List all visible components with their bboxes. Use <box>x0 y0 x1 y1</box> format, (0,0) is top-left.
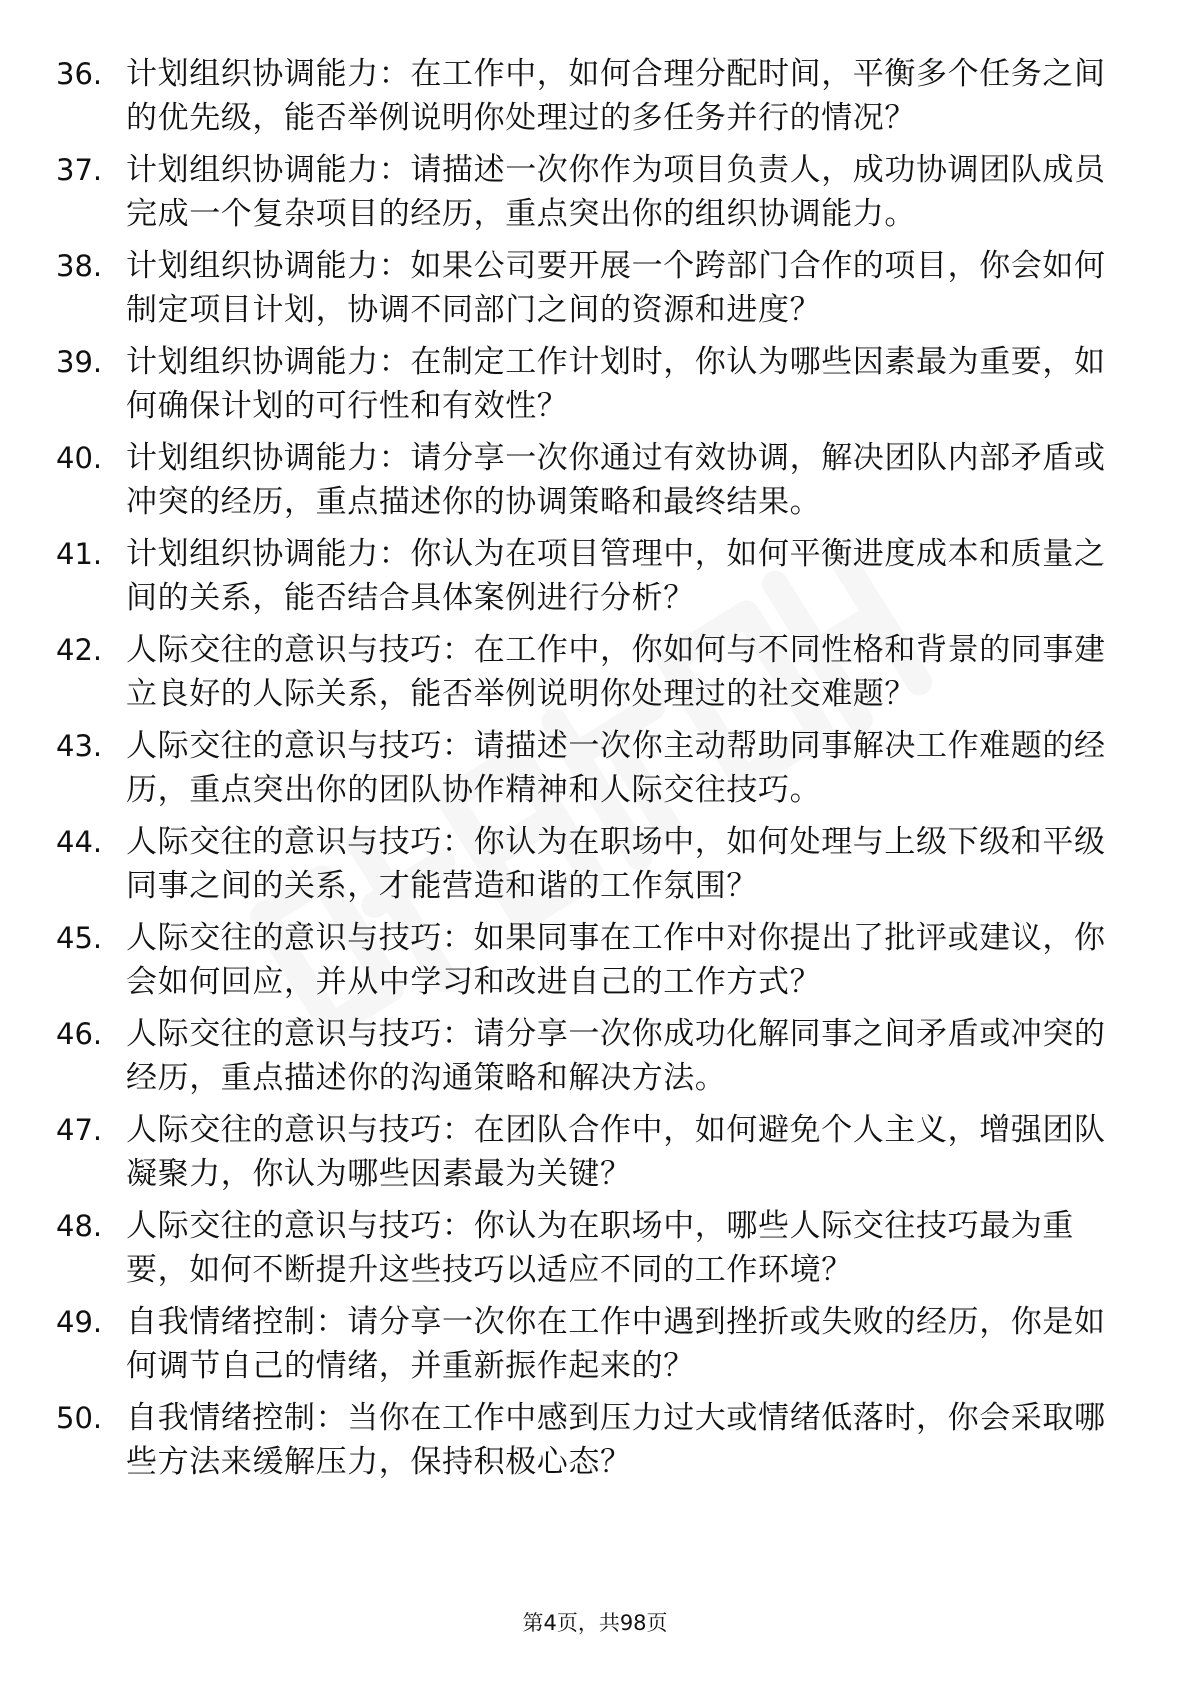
question-item <box>0 1012 1190 1108</box>
question-text: 人际交往的意识与技巧：你认为在职场中，如何处理与上级下级和平级同事之间的关系，才能营造和谐的工作氛围？ <box>126 824 1106 904</box>
question-text: 人际交往的意识与技巧：你认为在职场中，哪些人际交往技巧最为重要，如何不断提升这些技巧以适应不同的工作环境？ <box>126 1208 1074 1288</box>
question-text: 自我情绪控制：请分享一次你在工作中遇到挫折或失败的经历，你是如何调节自己的情绪，并重新振作起来的？ <box>126 1304 1106 1384</box>
question-text: 自我情绪控制：当你在工作中感到压力过大或情绪低落时，你会采取哪些方法来缓解压力，保持积极心态？ <box>126 1400 1106 1480</box>
question-item <box>0 1396 1190 1492</box>
question-number: 47. <box>56 1113 103 1147</box>
question-list <box>0 52 1190 1492</box>
question-item <box>0 628 1190 724</box>
question-number: 44. <box>56 825 103 859</box>
page-number-label: 第4页，共98页 <box>522 1611 668 1635</box>
question-text: 计划组织协调能力：如果公司要开展一个跨部门合作的项目，你会如何制定项目计划，协调不同部门之间的资源和进度？ <box>126 248 1106 328</box>
question-number: 49. <box>56 1305 103 1339</box>
question-item <box>0 1204 1190 1300</box>
question-item <box>0 52 1190 148</box>
question-text: 人际交往的意识与技巧：如果同事在工作中对你提出了批评或建议，你会如何回应，并从中学习和改进自己的工作方式？ <box>126 920 1106 1000</box>
question-number: 38. <box>56 249 103 283</box>
question-number: 39. <box>56 345 103 379</box>
question-number: 42. <box>56 633 103 667</box>
question-text: 计划组织协调能力：在工作中，如何合理分配时间，平衡多个任务之间的优先级，能否举例说明你处理过的多任务并行的情况？ <box>126 56 1106 136</box>
question-item <box>0 916 1190 1012</box>
question-item <box>0 340 1190 436</box>
question-number: 48. <box>56 1209 103 1243</box>
question-number: 50. <box>56 1401 103 1435</box>
question-text: 计划组织协调能力：请分享一次你通过有效协调，解决团队内部矛盾或冲突的经历，重点描述你的协调策略和最终结果。 <box>126 440 1106 520</box>
question-text: 人际交往的意识与技巧：在工作中，你如何与不同性格和背景的同事建立良好的人际关系，能否举例说明你处理过的社交难题？ <box>126 632 1106 712</box>
question-item <box>0 532 1190 628</box>
question-item <box>0 820 1190 916</box>
question-number: 45. <box>56 921 103 955</box>
question-text: 人际交往的意识与技巧：在团队合作中，如何避免个人主义，增强团队凝聚力，你认为哪些因素最为关键？ <box>126 1112 1106 1192</box>
question-item <box>0 724 1190 820</box>
question-number: 37. <box>56 153 103 187</box>
question-item <box>0 1300 1190 1396</box>
page-footer <box>0 1608 1190 1638</box>
question-text: 人际交往的意识与技巧：请分享一次你成功化解同事之间矛盾或冲突的经历，重点描述你的沟通策略和解决方法。 <box>126 1016 1106 1096</box>
question-number: 41. <box>56 537 103 571</box>
question-text: 计划组织协调能力：你认为在项目管理中，如何平衡进度成本和质量之间的关系，能否结合具体案例进行分析？ <box>126 536 1106 616</box>
question-item <box>0 148 1190 244</box>
question-number: 43. <box>56 729 103 763</box>
question-number: 40. <box>56 441 103 475</box>
question-text: 人际交往的意识与技巧：请描述一次你主动帮助同事解决工作难题的经历，重点突出你的团队协作精神和人际交往技巧。 <box>126 728 1106 808</box>
question-item <box>0 1108 1190 1204</box>
question-item <box>0 244 1190 340</box>
question-item <box>0 436 1190 532</box>
question-text: 计划组织协调能力：请描述一次你作为项目负责人，成功协调团队成员完成一个复杂项目的经历，重点突出你的组织协调能力。 <box>126 152 1106 232</box>
question-text: 计划组织协调能力：在制定工作计划时，你认为哪些因素最为重要，如何确保计划的可行性和有效性？ <box>126 344 1106 424</box>
question-number: 36. <box>56 57 103 91</box>
question-number: 46. <box>56 1017 103 1051</box>
